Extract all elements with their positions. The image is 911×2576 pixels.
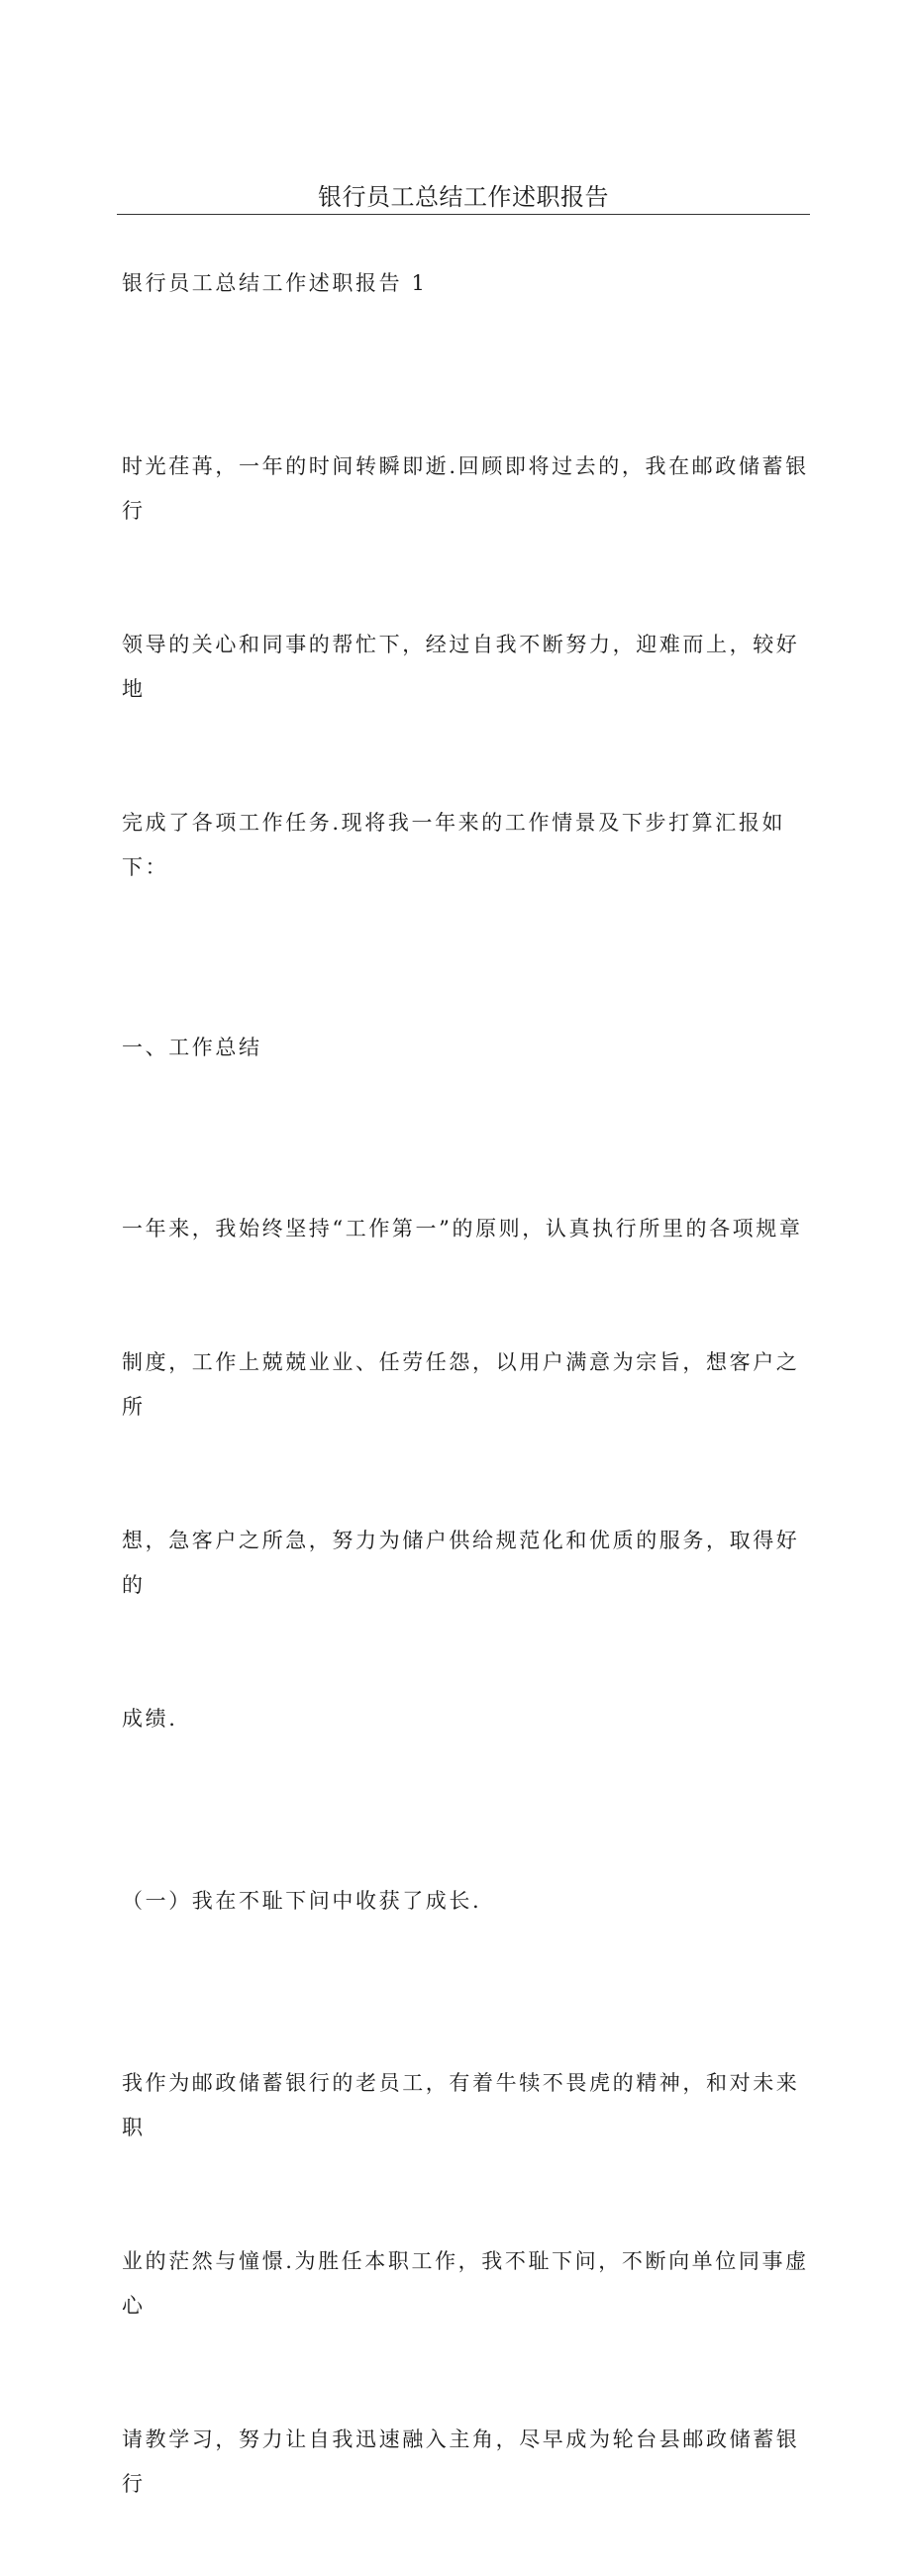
title-underline xyxy=(117,214,810,215)
intro-paragraph xyxy=(122,355,815,979)
growth-line: 我作为邮政储蓄银行的老员工，有着牛犊不畏虎的精神，和对未来职 xyxy=(122,2071,800,2139)
section-heading-work-summary: 一、工作总结 xyxy=(122,1036,262,1059)
work-summary-paragraph xyxy=(122,1118,815,1831)
intro-line: 领导的关心和同事的帮忙下，经过自我不断努力，迎难而上，较好地 xyxy=(122,633,800,701)
intro-line: 完成了各项工作任务.现将我一年来的工作情景及下步打算汇报如下： xyxy=(122,811,786,879)
growth-line: 业的茫然与憧憬.为胜任本职工作，我不耻下问，不断向单位同事虚心 xyxy=(122,2249,809,2318)
growth-line: 请教学习，努力让自我迅速融入主角，尽早成为轮台县邮政储蓄银行 xyxy=(122,2427,800,2496)
subsection-heading-growth: （一）我在不耻下问中收获了成长. xyxy=(122,1889,482,1913)
document-body xyxy=(122,261,815,2576)
work-summary-line: 一年来，我始终坚持“工作第一”的原则，认真执行所里的各项规章 xyxy=(122,1217,803,1240)
growth-paragraph xyxy=(122,1972,815,2576)
report-subtitle: 银行员工总结工作述职报告 1 xyxy=(122,271,428,295)
work-summary-line: 成绩. xyxy=(122,1707,178,1731)
work-summary-line: 制度，工作上兢兢业业、任劳任怨，以用户满意为宗旨，想客户之所 xyxy=(122,1350,800,1419)
document-title: 银行员工总结工作述职报告 xyxy=(318,183,609,211)
work-summary-line: 想，急客户之所急，努力为储户供给规范化和优质的服务，取得好的 xyxy=(122,1529,800,1597)
intro-line: 时光荏苒，一年的时间转瞬即逝.回顾即将过去的，我在邮政储蓄银行 xyxy=(122,454,809,523)
